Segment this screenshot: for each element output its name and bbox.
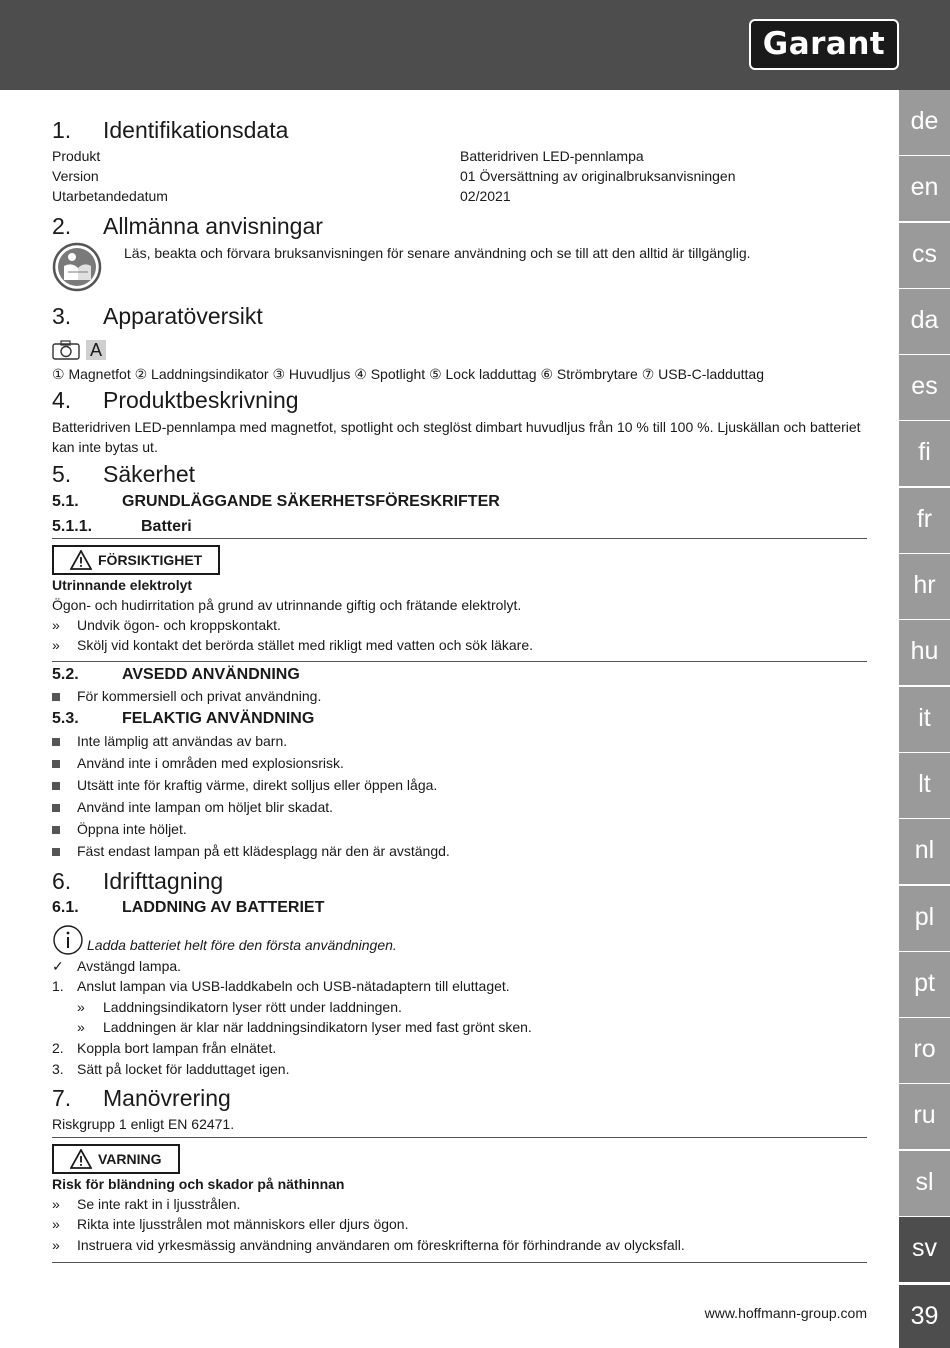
risk-group-text: Riskgrupp 1 enligt EN 62471. [52, 1116, 235, 1132]
page-number: 39 [899, 1285, 950, 1348]
product-description: Batteridriven LED-pennlampa med magnetfot, spotlight och steglöst dimbart huvudljus från 10 % till 100 %. Ljuskällan och batteriet kan inte bytas ut. [52, 419, 861, 455]
misuse-text: Inte lämplig att användas av barn. [77, 733, 288, 749]
language-tab-fr[interactable]: fr [899, 488, 950, 553]
read-manual-icon [52, 242, 102, 292]
warning-triangle-icon [70, 550, 92, 570]
subsection-number: 6.1. [52, 899, 79, 916]
warning-label-box [52, 1144, 180, 1174]
section-number: 2. [52, 213, 72, 239]
section-title: Säkerhet [103, 461, 196, 487]
subsection-number: 5.1. [52, 493, 79, 510]
divider [52, 661, 867, 662]
identification-row [52, 166, 867, 186]
caution-heading: Utrinnande elektrolyt [52, 577, 193, 593]
subsection-heading-5-1 [52, 491, 867, 513]
step-number: 2. [52, 1040, 64, 1056]
identification-row [52, 146, 867, 166]
section-number: 3. [52, 303, 72, 329]
document-body [52, 114, 867, 1263]
section-heading-1 [52, 114, 867, 146]
result-text: Laddningen är klar när laddningsindikatorn lyser med fast grönt sken. [103, 1019, 532, 1035]
result-item [52, 997, 867, 1017]
bullet-square [52, 782, 60, 790]
section-heading-3 [52, 300, 867, 332]
language-tab-fi[interactable]: fi [899, 421, 950, 486]
section-number: 4. [52, 387, 72, 413]
language-tab-nl[interactable]: nl [899, 819, 950, 884]
misuse-text: Använd inte i områden med explosionsrisk. [77, 755, 344, 771]
subsection-number: 5.2. [52, 666, 79, 683]
section-title: Apparatöversikt [103, 303, 263, 329]
identification-value: 02/2021 [460, 188, 511, 204]
section-title: Produktbeskrivning [103, 387, 299, 413]
bullet-square [52, 848, 60, 856]
misuse-item [52, 774, 867, 796]
section-heading-4 [52, 384, 867, 416]
subsection-heading-5-3 [52, 708, 867, 730]
caution-item [52, 615, 867, 635]
bullet-square [52, 804, 60, 812]
identification-value: Batteridriven LED-pennlampa [460, 148, 644, 164]
language-tab-ru[interactable]: ru [899, 1084, 950, 1149]
subsection-number: 5.3. [52, 710, 79, 727]
subsection-heading-5-1-1 [52, 516, 867, 538]
check-icon: ✓ [52, 958, 64, 974]
bullet-square [52, 738, 60, 746]
step-number: 3. [52, 1061, 64, 1077]
result-text: Laddningsindikatorn lyser rött under laddningen. [103, 999, 402, 1015]
language-tab-sv[interactable]: sv [899, 1217, 950, 1282]
section-title: Manövrering [103, 1085, 231, 1111]
language-tab-sl[interactable]: sl [899, 1151, 950, 1216]
warning-item [52, 1214, 867, 1235]
subsection-heading-5-2 [52, 664, 867, 686]
section-title: Allmänna anvisningar [103, 213, 323, 239]
misuse-item [52, 730, 867, 752]
misuse-item [52, 840, 867, 862]
misuse-item [52, 818, 867, 840]
language-tab-cs[interactable]: cs [899, 223, 950, 288]
section-heading-7 [52, 1082, 867, 1114]
language-tab-hu[interactable]: hu [899, 620, 950, 685]
component-legend: ① Magnetfot ② Laddningsindikator ③ Huvudljus ④ Spotlight ⑤ Lock ladduttag ⑥ Strömbrytare ⑦ USB-C-ladduttag [52, 366, 764, 382]
language-tab-hr[interactable]: hr [899, 554, 950, 619]
language-tabs [899, 90, 950, 1283]
misuse-text: Använd inte lampan om höljet blir skadat. [77, 799, 334, 815]
section-number: 6. [52, 868, 72, 894]
list-marker: » [77, 999, 85, 1015]
subsection-title: Batteri [141, 518, 192, 535]
identification-key: Version [52, 168, 99, 184]
list-marker: » [77, 1019, 85, 1035]
divider [52, 1137, 867, 1138]
warning-item [52, 1194, 867, 1214]
intended-use-text: För kommersiell och privat användning. [77, 688, 322, 704]
step-text: Koppla bort lampan från elnätet. [77, 1040, 277, 1056]
caution-label-box [52, 545, 220, 575]
warning-item [52, 1235, 867, 1256]
bullet-square [52, 693, 60, 701]
warning-item-text: Instruera vid yrkesmässig användning användaren om föreskrifterna för förhindrande av olycksfall. [77, 1237, 685, 1253]
subsection-heading-6-1 [52, 897, 867, 919]
result-item [52, 1017, 867, 1038]
figure-reference [52, 338, 867, 362]
section-heading-6 [52, 865, 867, 897]
caution-item-text: Skölj vid kontakt det berörda stället med rikligt med vatten och sök läkare. [77, 637, 533, 653]
warning-label: VARNING [98, 1151, 162, 1167]
footer-url[interactable]: www.hoffmann-group.com [704, 1305, 867, 1321]
section-number: 5. [52, 461, 72, 487]
caution-item-text: Undvik ögon- och kroppskontakt. [77, 617, 281, 633]
precondition-text: Avstängd lampa. [77, 958, 182, 974]
warning-item-text: Se inte rakt in i ljusstrålen. [77, 1196, 241, 1212]
identification-value: 01 Översättning av originalbruksanvisningen [460, 168, 736, 184]
identification-row [52, 186, 867, 206]
camera-icon [52, 340, 80, 360]
info-note-text: Ladda batteriet helt före den första användningen. [87, 937, 397, 953]
garant-logo: Garant [749, 19, 899, 70]
section-number: 7. [52, 1085, 72, 1111]
info-icon [52, 925, 84, 955]
caution-text: Ögon- och hudirritation på grund av utrinnande giftig och frätande elektrolyt. [52, 597, 522, 613]
subsection-title: LADDNING AV BATTERIET [122, 899, 325, 916]
subsection-number: 5.1.1. [52, 518, 93, 535]
misuse-item [52, 796, 867, 818]
language-tab-it[interactable]: it [899, 687, 950, 752]
language-tab-de[interactable]: de [899, 90, 950, 155]
info-note [52, 925, 867, 955]
warning-heading: Risk för bländning och skador på näthinnan [52, 1176, 345, 1192]
section-heading-2 [52, 210, 867, 242]
precondition-item [52, 956, 867, 976]
list-marker: » [52, 637, 60, 653]
list-marker: » [52, 617, 60, 633]
section-title: Idrifttagning [103, 868, 224, 894]
misuse-text: Öppna inte höljet. [77, 821, 187, 837]
bullet-square [52, 760, 60, 768]
section-number: 1. [52, 117, 72, 143]
identification-key: Utarbetandedatum [52, 188, 168, 204]
misuse-text: Utsätt inte för kraftig värme, direkt solljus eller öppen låga. [77, 777, 438, 793]
list-marker: » [52, 1216, 60, 1232]
subsection-title: AVSEDD ANVÄNDNING [122, 666, 300, 683]
step-item [52, 1038, 867, 1059]
intended-use-item [52, 686, 867, 706]
identification-key: Produkt [52, 148, 101, 164]
language-tab-pl[interactable]: pl [899, 886, 950, 951]
misuse-text: Fäst endast lampan på ett klädesplagg när den är avstängd. [77, 843, 450, 859]
caution-label: FÖRSIKTIGHET [98, 552, 203, 568]
step-text: Anslut lampan via USB-laddkabeln och USB-nätadaptern till eluttaget. [77, 978, 510, 994]
caution-item [52, 635, 867, 655]
list-marker: » [52, 1237, 60, 1253]
step-number: 1. [52, 978, 64, 994]
language-tab-en[interactable]: en [899, 156, 950, 221]
language-tab-lt[interactable]: lt [899, 753, 950, 818]
divider [52, 1262, 867, 1263]
figure-label: A [86, 340, 106, 360]
subsection-title: FELAKTIG ANVÄNDNING [122, 710, 315, 727]
language-tab-es[interactable]: es [899, 355, 950, 420]
section-title: Identifikationsdata [103, 117, 289, 143]
misuse-item [52, 752, 867, 774]
step-item [52, 976, 867, 997]
manual-notice-text: Läs, beakta och förvara bruksanvisningen för senare användning och se till att den alltid är tillgänglig. [124, 245, 751, 261]
language-tab-ro[interactable]: ro [899, 1018, 950, 1083]
language-tab-pt[interactable]: pt [899, 952, 950, 1017]
manual-notice [52, 242, 867, 294]
divider [52, 538, 867, 539]
language-tab-da[interactable]: da [899, 289, 950, 354]
bullet-square [52, 826, 60, 834]
step-item [52, 1059, 867, 1080]
warning-item-text: Rikta inte ljusstrålen mot människors eller djurs ögon. [77, 1216, 409, 1232]
list-marker: » [52, 1196, 60, 1212]
section-heading-5 [52, 458, 867, 490]
header-bar [0, 0, 950, 90]
step-text: Sätt på locket för ladduttaget igen. [77, 1061, 290, 1077]
warning-triangle-icon [70, 1149, 92, 1169]
subsection-title: GRUNDLÄGGANDE SÄKERHETSFÖRESKRIFTER [122, 493, 500, 510]
